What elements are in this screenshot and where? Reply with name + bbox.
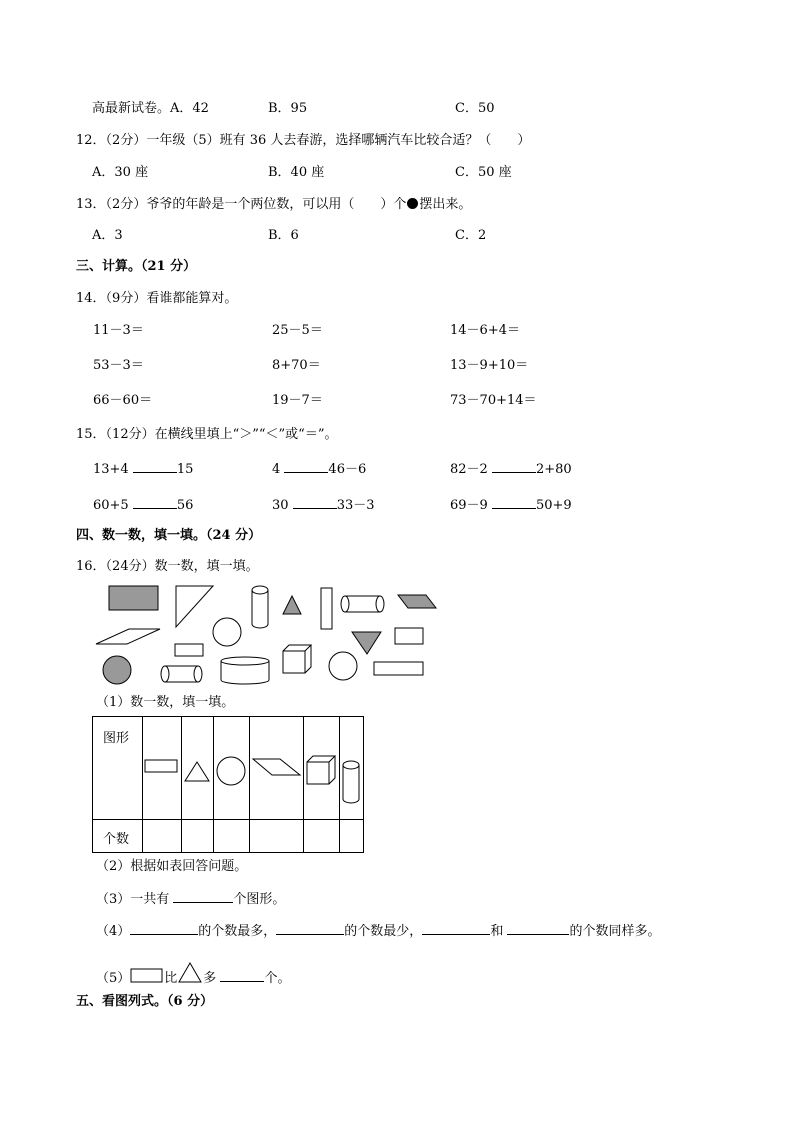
q14-item[interactable]: 11－3＝ <box>93 323 144 338</box>
q12-option-b[interactable]: B．40 座 <box>268 165 325 180</box>
count-cell-cylinder[interactable] <box>340 820 364 853</box>
table-col-parallelogram <box>250 717 304 820</box>
parallelogram-icon <box>250 717 303 815</box>
answer-blank[interactable] <box>276 922 344 935</box>
table-header-label: 图形 <box>103 731 130 746</box>
q15-item <box>93 460 193 478</box>
q15-item <box>272 460 366 478</box>
rectangle-tall-shape <box>321 588 332 629</box>
q13-stem-after: 摆出来。 <box>419 197 472 212</box>
q13-stem <box>76 197 471 213</box>
rectangle-icon <box>130 968 164 984</box>
count-cell-triangle[interactable] <box>182 820 214 853</box>
q13-option-a[interactable]: A．3 <box>92 228 123 243</box>
table-col-cube <box>304 717 340 820</box>
q16-sub5-d: 个。 <box>264 971 291 986</box>
triangle-inverted-shaded-shape <box>352 632 381 654</box>
triangle-icon <box>182 717 213 815</box>
cube-shape <box>283 645 311 673</box>
parallelogram-shape <box>96 629 160 644</box>
q11-prefix: 高最新试卷。 <box>92 101 171 116</box>
rectangle-icon <box>143 717 181 815</box>
circle-shaded-shape <box>103 656 131 684</box>
count-cell-circle[interactable] <box>214 820 250 853</box>
q14-item[interactable]: 73－70+14＝ <box>450 393 537 408</box>
q14-item[interactable]: 19－7＝ <box>272 393 323 408</box>
rectangle-small-shape <box>175 644 203 656</box>
answer-blank[interactable] <box>492 460 536 473</box>
q15-left: 60+5 <box>93 498 129 513</box>
answer-blank[interactable] <box>173 890 233 903</box>
table-row-header-shapes <box>93 717 143 820</box>
q16-sub5-a: （5） <box>96 971 131 986</box>
q16-sub4-a: （4） <box>96 924 131 939</box>
q15-right: 50+9 <box>535 498 572 513</box>
shape-count-table <box>92 716 364 853</box>
circle-icon <box>214 717 249 815</box>
q16-sub2: （2）根据如表回答问题。 <box>96 859 248 874</box>
q14-item[interactable]: 25－5＝ <box>272 323 323 338</box>
q11-option-c[interactable]: C．50 <box>455 101 495 116</box>
count-cell-rectangle[interactable] <box>143 820 182 853</box>
shapes-picture <box>90 582 450 692</box>
q14-item[interactable]: 53－3＝ <box>93 358 144 373</box>
answer-blank[interactable] <box>507 922 569 935</box>
q14-stem: 14．（9分）看谁都能算对。 <box>76 291 238 306</box>
section-3-heading: 三、计算。（21 分） <box>76 259 197 274</box>
q16-sub1: （1）数一数，填一填。 <box>96 695 235 710</box>
rectangle-shaded-shape <box>109 586 158 610</box>
table-col-triangle <box>182 717 214 820</box>
q15-right: 2+80 <box>535 462 572 477</box>
q14-item[interactable]: 13－9+10＝ <box>450 358 529 373</box>
q15-left: 82－2 <box>450 462 488 477</box>
q16-sub5 <box>96 962 290 987</box>
q14-item[interactable]: 14－6+4＝ <box>450 323 520 338</box>
q16-sub4-c: 的个数最少， <box>344 924 423 939</box>
q15-left: 30 <box>272 498 289 513</box>
triangle-icon <box>177 962 203 984</box>
table-col-circle <box>214 717 250 820</box>
q15-right: 46－6 <box>328 462 367 477</box>
q16-sub3 <box>96 890 285 908</box>
count-cell-cube[interactable] <box>304 820 340 853</box>
section-4-heading: 四、数一数，填一填。（24 分） <box>76 528 262 543</box>
q13-option-c[interactable]: C．2 <box>455 228 487 243</box>
q15-left: 4 <box>272 462 281 477</box>
answer-blank[interactable] <box>492 496 536 509</box>
cylinder-short-shape <box>221 657 269 684</box>
answer-blank[interactable] <box>133 496 177 509</box>
q15-item <box>450 460 572 478</box>
filled-circle-icon <box>407 198 418 209</box>
count-cell-parallelogram[interactable] <box>250 820 304 853</box>
answer-blank[interactable] <box>284 460 328 473</box>
table-count-label: 个数 <box>103 832 130 847</box>
answer-blank[interactable] <box>293 496 337 509</box>
q12-option-c[interactable]: C．50 座 <box>455 165 512 180</box>
q11-option-a[interactable]: A．42 <box>170 101 209 116</box>
q16-sub4 <box>96 922 660 940</box>
circle-shape <box>329 652 357 680</box>
q15-item <box>450 496 572 514</box>
cube-icon <box>304 717 339 815</box>
answer-blank[interactable] <box>133 460 177 473</box>
cylinder-upright-shape <box>252 586 268 628</box>
cylinder-horizontal-shape <box>161 666 202 682</box>
q11-option-b[interactable]: B．95 <box>268 101 308 116</box>
q13-option-b[interactable]: B．6 <box>268 228 299 243</box>
rectangle-long-shape <box>374 662 423 675</box>
q12-stem: 12．（2分）一年级（5）班有 36 人去春游，选择哪辆汽车比较合适？（ ） <box>76 133 531 148</box>
q15-item <box>272 496 375 514</box>
q11-option-row <box>92 101 209 117</box>
triangle-shaded-shape <box>283 596 301 614</box>
table-col-cylinder <box>340 717 364 820</box>
q15-stem: 15．（12分）在横线里填上“＞”“＜”或“＝”。 <box>76 427 338 442</box>
q15-right: 56 <box>176 498 194 513</box>
right-triangle-shape <box>176 586 213 627</box>
q15-item <box>93 496 193 514</box>
q14-item[interactable]: 66－60＝ <box>93 393 153 408</box>
rectangle-medium-shape <box>395 628 423 644</box>
q16-sub3-after: 个图形。 <box>233 892 286 907</box>
q14-item[interactable]: 8+70＝ <box>272 358 321 373</box>
q12-option-a[interactable]: A．30 座 <box>92 165 149 180</box>
q16-sub4-d: 和 <box>490 924 504 939</box>
q16-sub4-e: 的个数同样多。 <box>569 924 661 939</box>
q15-right: 33－3 <box>336 498 375 513</box>
q16-sub4-b: 的个数最多， <box>198 924 277 939</box>
q16-sub5-b: 比 <box>164 971 178 986</box>
cylinder-icon <box>340 717 363 815</box>
section-5-heading: 五、看图列式。（6 分） <box>76 994 214 1009</box>
q15-right: 15 <box>176 462 194 477</box>
q15-left: 69－9 <box>450 498 488 513</box>
q16-sub5-c: 多 <box>203 971 217 986</box>
cylinder-horizontal-shape <box>341 596 384 612</box>
circle-shape <box>213 618 241 646</box>
q13-stem-before: 13．（2分）爷爷的年龄是一个两位数，可以用（ ）个 <box>76 197 407 212</box>
answer-blank[interactable] <box>220 969 264 982</box>
q16-stem: 16．（24分）数一数，填一填。 <box>76 559 259 574</box>
q16-sub3-before: （3）一共有 <box>96 892 170 907</box>
table-col-rectangle <box>143 717 182 820</box>
answer-blank[interactable] <box>130 922 198 935</box>
table-row-header-count <box>93 820 143 853</box>
answer-blank[interactable] <box>422 922 490 935</box>
q15-left: 13+4 <box>93 462 129 477</box>
parallelogram-shaded-shape <box>398 595 436 608</box>
